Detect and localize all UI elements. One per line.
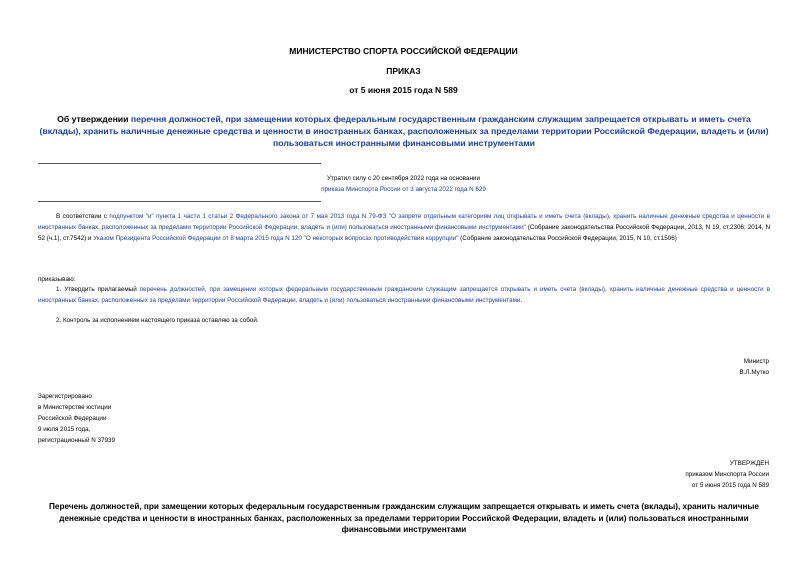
list-title: Перечень должностей, при замещении которых федеральным государственным гражданским служащим запрещается открывать и иметь счета (вклады), хранить наличные денежные средства и ценности в иностранных банках, расположенных за пределами территории Российской Федерации, владеть и (или) пользоваться иностранными финансовыми инструментами: [49, 502, 759, 535]
registration-line-2: в Министерстве юстиции: [38, 404, 112, 411]
divider-bottom: [38, 201, 321, 202]
doc-date-heading: от 5 июня 2015 года N 589: [349, 85, 458, 95]
item-1-end: .: [520, 296, 523, 304]
item-1-list-link[interactable]: перечень должностей, при замещении которых федеральным государственным гражданским служащим запрещается открывать и иметь счета (вклады), хранить наличные денежные средства и ценности в иностранных банках, расположенных за пределами территории Российской Федерации, владеть и (или) пользоваться иностранными финансовыми инструментами: [38, 286, 771, 304]
item-1-text: 1. Утвердить прилагаемый: [56, 286, 140, 293]
title-prefix: Об утверждении: [57, 114, 131, 124]
registration-line-1: Зарегистрировано: [38, 393, 92, 400]
registration-line-5: регистрационный N 37939: [38, 437, 116, 444]
signature-name: В.Л.Мутко: [739, 369, 769, 376]
preamble-text-1: В соответствии с: [56, 213, 110, 220]
title-link[interactable]: перечня должностей, при замещении которых федеральным государственным гражданским служащим запрещается открывать и иметь счета (вклады), хранить наличные денежные средства и ценности в иностранных банках, расположенных за пределами территории Российской Федерации, владеть и (или) пользоваться иностранными финансовыми инструментами: [39, 114, 769, 148]
preamble-text-2: (Собрание законодательства Российской Федерации, 2013, N 19, ст.2306; 2014, N 52 (ч.1), ст.7542) и: [38, 223, 770, 242]
approval-line-3: от 5 июня 2015 года N 589: [691, 482, 769, 489]
approval-line-2: приказом Минспорта России: [685, 471, 769, 478]
registration-line-4: 9 июля 2015 года,: [38, 426, 91, 433]
document-title: [38, 113, 770, 149]
order-word: приказываю:: [38, 276, 76, 283]
approval-line-1: УТВЕРЖДЕН: [729, 460, 769, 467]
divider-top: [38, 163, 321, 164]
status-link[interactable]: приказа Минспорта России от 3 августа 2022 года N 629: [321, 186, 486, 193]
ministry-heading: МИНИСТЕРСТВО СПОРТА РОССИЙСКОЙ ФЕДЕРАЦИИ: [289, 46, 518, 56]
signature-role: Министр: [743, 358, 769, 365]
item-2-paragraph: 2. Контроль за исполнением настоящего приказа оставляю за собой.: [56, 317, 259, 324]
preamble-decree-link[interactable]: Указом Президента Российской Федерации от 8 марта 2015 года N 120 "О некоторых вопросах противодействия коррупции": [93, 234, 459, 242]
preamble-paragraph: [38, 212, 770, 244]
registration-line-3: Российской Федерации: [38, 415, 107, 422]
status-line: Утратил силу с 20 сентября 2022 года на основании: [327, 175, 480, 182]
preamble-law-link[interactable]: подпунктом "и" пункта 1 части 1 статьи 2 Федерального закона от 7 мая 2013 года N 79-ФЗ "О запрете отдельным категориям лиц открывать и иметь счета (вклады), хранить наличные денежные средства и ценности в иностранных банках, расположенных за пределами территории Российской Федерации, владеть и (или) пользоваться иностранными финансовыми инструментами": [38, 213, 771, 231]
doc-type-heading: ПРИКАЗ: [386, 66, 421, 76]
item-1-paragraph: [38, 285, 770, 307]
preamble-text-3: (Собрание законодательства Российской Федерации, 2015, N 10, ст.1506): [458, 234, 677, 242]
